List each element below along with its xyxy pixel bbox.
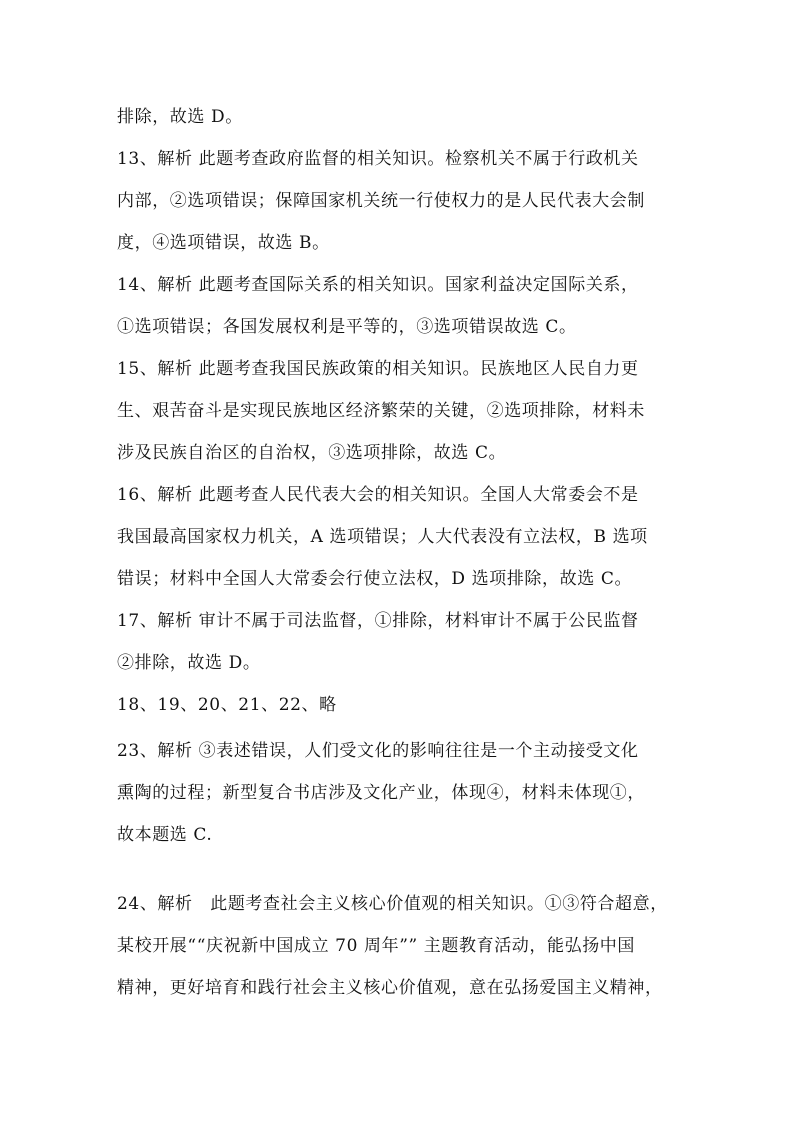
text-line: 内部，②选项错误；保障国家机关统一行使权力的是人民代表大会制 — [117, 191, 645, 211]
text-line: 14、解析 此题考查国际关系的相关知识。国家利益决定国际关系， — [117, 275, 639, 295]
text-line: 涉及民族自治区的自治权，③选项排除，故选 C。 — [117, 443, 507, 463]
text-line: 17、解析 审计不属于司法监督，①排除，材料审计不属于公民监督 — [117, 611, 639, 631]
text-line: 15、解析 此题考查我国民族政策的相关知识。民族地区人民自力更 — [117, 359, 639, 379]
text-line: 我国最高国家权力机关，A 选项错误；人大代表没有立法权，B 选项 — [117, 527, 648, 547]
text-line: 18、19、20、21、22、略 — [117, 695, 337, 715]
text-line: 24、解析 此题考查社会主义核心价值观的相关知识。①③符合超意， — [117, 894, 668, 914]
text-line: 度，④选项错误，故选 B。 — [117, 233, 330, 253]
text-line: 13、解析 此题考查政府监督的相关知识。检察机关不属于行政机关 — [117, 149, 639, 169]
text-line: 精神，更好培育和践行社会主义核心价值观，意在弘扬爱国主义精神， — [117, 978, 663, 998]
text-line: 23、解析 ③表述错误，人们受文化的影响往往是一个主动接受文化 — [117, 741, 639, 761]
text-line: 排除，故选 D。 — [117, 107, 243, 127]
text-line: ②排除，故选 D。 — [117, 653, 261, 673]
text-line: 熏陶的过程；新型复合书店涉及文化产业，体现④，材料未体现①， — [117, 783, 645, 803]
text-line: 错误；材料中全国人大常委会行使立法权，D 选项排除，故选 C。 — [117, 569, 633, 589]
text-line: ①选项错误；各国发展权利是平等的，③选项错误故选 C。 — [117, 317, 577, 337]
text-line: 某校开展““庆祝新中国成立 70 周年”” 主题教育活动，能弘扬中国 — [117, 936, 636, 956]
text-line: 生、艰苦奋斗是实现民族地区经济繁荣的关键，②选项排除，材料未 — [117, 401, 645, 421]
text-line: 16、解析 此题考查人民代表大会的相关知识。全国人大常委会不是 — [117, 485, 639, 505]
text-line: 故本题选 C. — [117, 825, 213, 845]
